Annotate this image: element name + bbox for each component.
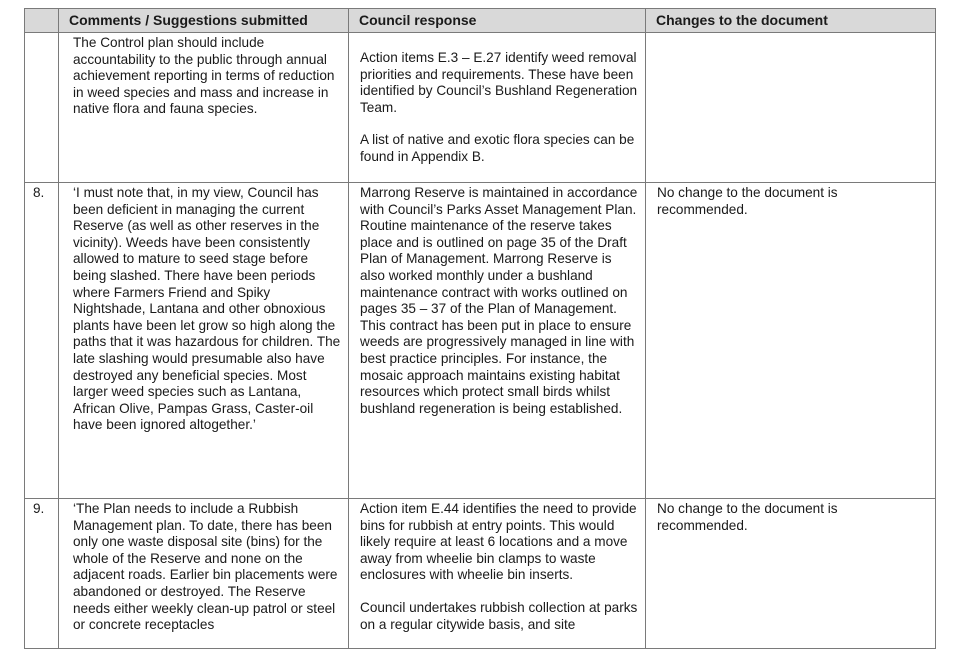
response-paragraph: Action items E.3 – E.27 identify weed removal priorities and requirements. These have been identified by Council’s Bushland Regeneration Team. (360, 50, 638, 115)
response-paragraph: Council undertakes rubbish collection at parks on a regular citywide basis, and site (360, 599, 638, 632)
change-cell: No change to the document is recommended. (646, 499, 936, 649)
response-paragraph: Action item E.44 identifies the need to provide bins for rubbish at entry points. This would likely require at least 6 locations and a move away from wheelie bin clamps to waste enclosures with wheelie bin inserts. (360, 501, 637, 583)
response-paragraph: A list of native and exotic flora species can be found in Appendix B. (360, 132, 635, 164)
change-cell (646, 33, 936, 183)
table-header-row (25, 9, 936, 33)
header-changes: Changes to the document (646, 9, 936, 33)
comment-cell (59, 499, 349, 649)
change-cell: No change to the document is recommended. (646, 183, 936, 499)
response-paragraph: Marrong Reserve is maintained in accordance with Council’s Parks Asset Management Plan. Routine maintenance of the reserve takes place and is outlined on page 35 of the Draft Plan of Management. Marrong Reserve is also worked monthly under a bushland maintenance contract with works outlined on pages 35 – 37 of the Plan of Management. This contract has been put in place to ensure weeds are progressively managed in line with best practice principles. For instance, the mosaic approach maintains existing habitat resources which protect small birds whilst bushland regeneration is being established. (360, 185, 638, 416)
comment-cell (59, 33, 349, 183)
comment-cell (59, 183, 349, 499)
row-number: 8. (25, 183, 59, 499)
table-row (25, 183, 936, 499)
response-cell (349, 183, 646, 499)
comment-text: ‘The Plan needs to include a Rubbish Management plan. To date, there has been only one waste disposal site (bins) for the whole of the Reserve and none on the adjacent roads. Earlier bin placements were abandoned or destroyed. The Reserve needs either weekly clean-up patrol or steel or concrete receptacles (73, 501, 338, 633)
comment-text: The Control plan should include accountability to the public through annual achievement reporting in terms of reduction in weed species and mass and increase in native flora and fauna species. (73, 35, 335, 117)
row-number: 9. (25, 499, 59, 649)
response-cell (349, 33, 646, 183)
submissions-table (24, 8, 936, 649)
header-number (25, 9, 59, 33)
table-row (25, 33, 936, 183)
response-cell (349, 499, 646, 649)
comment-text: ‘I must note that, in my view, Council has been deficient in managing the current Reserve (as well as other reserves in the vicinity). Weeds have been consistently allowed to mature to seed stage before being slashed. There have been periods where Farmers Friend and Spiky Nightshade, Lantana and other obnoxious plants have been let grow so high along the paths that it was hazardous for children. The late slashing would presumable also have destroyed any beneficial species. Most larger weed species such as Lantana, African Olive, Pampas Grass, Caster-oil have been ignored altogether.’ (73, 185, 341, 433)
row-number (25, 33, 59, 183)
header-council-response: Council response (349, 9, 646, 33)
header-comments: Comments / Suggestions submitted (59, 9, 349, 33)
table-row (25, 499, 936, 649)
